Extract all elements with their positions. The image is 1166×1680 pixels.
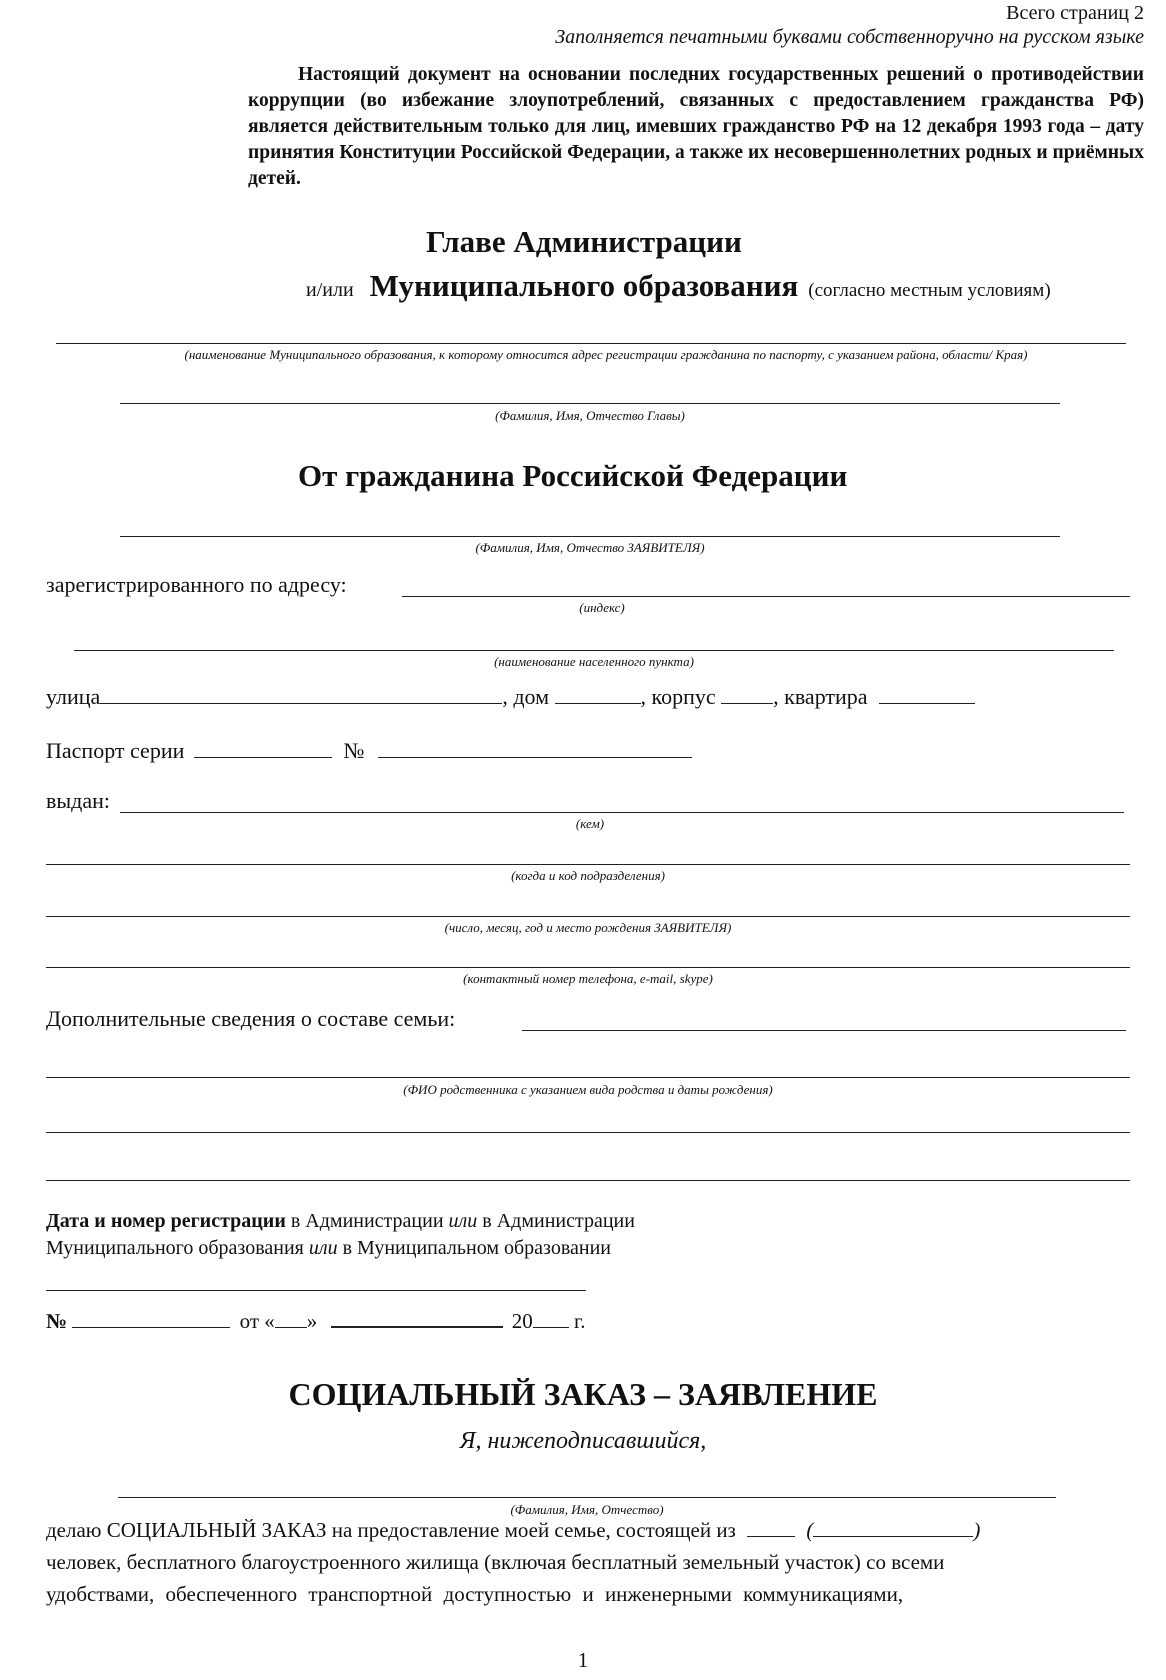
passport-label: Паспорт серии (46, 738, 185, 763)
birth-field[interactable] (46, 916, 1130, 917)
reg-from-label: от « (239, 1309, 275, 1333)
family-count-field[interactable] (747, 1518, 795, 1537)
head-name-field[interactable] (120, 403, 1060, 404)
registration-text2: в Администрации (477, 1210, 635, 1232)
registration-bold: Дата и номер регистрации (46, 1210, 286, 1232)
caption-family: (ФИО родственника с указанием вида родства и даты рождения) (403, 1082, 773, 1097)
apartment-label: , квартира (773, 684, 868, 709)
statement-fio-field[interactable] (118, 1497, 1056, 1498)
issued-label: выдан: (46, 788, 111, 813)
reg-number-field[interactable] (72, 1309, 230, 1328)
contacts-field[interactable] (46, 967, 1130, 968)
passport-series-field[interactable] (194, 739, 332, 758)
apartment-field[interactable] (879, 685, 975, 704)
family-label: Дополнительные сведения о составе семьи: (46, 1006, 456, 1031)
applicant-title: От гражданина Российской Федерации (298, 458, 848, 493)
applicant-name-field[interactable] (120, 536, 1060, 537)
caption-issuer: (кем) (575, 816, 605, 831)
registration-or2: или (308, 1237, 338, 1259)
issue-date-field[interactable] (46, 864, 1130, 865)
caption-head: (Фамилия, Имя, Отчество Главы) (495, 408, 685, 423)
family-field-4[interactable] (46, 1180, 1130, 1181)
page-number: 1 (577, 1648, 589, 1672)
fill-instruction: Заполняется печатными буквами собственноручно на русском языке (555, 26, 1144, 48)
registered-label: зарегистрированного по адресу: (46, 572, 347, 597)
locality-field[interactable] (74, 650, 1114, 651)
house-label: , дом (502, 684, 550, 709)
reg-year-field[interactable] (533, 1309, 569, 1328)
statement-line2: человек, бесплатного благоустроенного жилища (включая бесплатный земельный участок) со всеми (46, 1550, 945, 1574)
reg-year-prefix: 20 (511, 1309, 533, 1333)
family-field-1[interactable] (522, 1030, 1126, 1031)
addressee-municipality: Муниципального образования (369, 268, 799, 303)
caption-when: (когда и код подразделения) (511, 868, 665, 883)
reg-year-suffix: г. (568, 1309, 586, 1333)
index-field[interactable] (402, 596, 1130, 597)
registration-text1: в Администрации (285, 1210, 449, 1232)
addressee-line2 (306, 268, 1051, 304)
statement-subtitle: Я, нижеподписавшийся, (459, 1428, 707, 1454)
paren-close: ) (973, 1518, 981, 1542)
caption-municipality: (наименование Муниципального образования, к которому относится адрес регистрации гражданина по паспорту, с указанием района, области/ Края) (184, 347, 1028, 362)
addressee-prefix: и/или (306, 279, 354, 301)
family-field-3[interactable] (46, 1132, 1130, 1133)
building-label: , корпус (640, 684, 716, 709)
reg-close-quote: » (306, 1309, 318, 1333)
reg-month-field[interactable] (331, 1308, 503, 1328)
caption-contacts: (контактный номер телефона, e-mail, skype) (463, 971, 713, 986)
house-field[interactable] (555, 685, 641, 704)
registration-number-row (46, 1308, 586, 1334)
caption-birth: (число, месяц, год и место рождения ЗАЯВИТЕЛЯ) (444, 920, 732, 935)
registration-text (46, 1208, 635, 1262)
page-count: Всего страниц 2 (1006, 2, 1144, 24)
reg-number-sign: № (46, 1309, 68, 1333)
street-label: улица (46, 684, 101, 709)
passport-number-field[interactable] (378, 739, 692, 758)
address-row (46, 684, 975, 710)
registration-text4: в Муниципальном образовании (337, 1237, 611, 1259)
passport-number-sign: № (343, 738, 365, 763)
addressee-line1: Главе Администрации (426, 224, 742, 259)
caption-statement-fio: (Фамилия, Имя, Отчество) (510, 1502, 664, 1517)
family-field-2[interactable] (46, 1077, 1130, 1078)
addressee-suffix: (согласно местным условиям) (808, 280, 1051, 301)
registration-text3: Муниципального образования (46, 1237, 309, 1259)
paren-open: ( (806, 1518, 814, 1542)
building-field[interactable] (721, 685, 773, 704)
registration-field[interactable] (46, 1290, 586, 1291)
registration-or1: или (448, 1210, 478, 1232)
caption-locality: (наименование населенного пункта) (494, 654, 694, 669)
family-count-words-field[interactable] (813, 1518, 973, 1537)
street-field[interactable] (100, 685, 502, 704)
reg-day-field[interactable] (275, 1309, 307, 1328)
statement-line1-text: делаю СОЦИАЛЬНЫЙ ЗАКАЗ на предоставление моей семье, состоящей из (46, 1518, 736, 1542)
caption-applicant-name: (Фамилия, Имя, Отчество ЗАЯВИТЕЛЯ) (475, 540, 705, 555)
municipality-field[interactable] (56, 343, 1126, 344)
statement-title: СОЦИАЛЬНЫЙ ЗАКАЗ – ЗАЯВЛЕНИЕ (288, 1376, 878, 1412)
statement-line3: удобствами, обеспеченного транспортной доступностью и инженерными коммуникациями, (46, 1582, 904, 1606)
statement-line1 (46, 1518, 980, 1543)
issuer-field[interactable] (120, 812, 1124, 813)
notice-paragraph: Настоящий документ на основании последних государственных решений о противодействии коррупции (во избежание злоупотреблений, связанных с предоставлением гражданства РФ) является действительным только для лиц, имевших гражданство РФ на 12 декабря 1993 года – дату принятия Конституции Российской Федерации, а также их несовершеннолетних родных и приёмных детей. (248, 64, 1144, 189)
passport-row (46, 738, 692, 764)
caption-index: (индекс) (579, 600, 625, 615)
